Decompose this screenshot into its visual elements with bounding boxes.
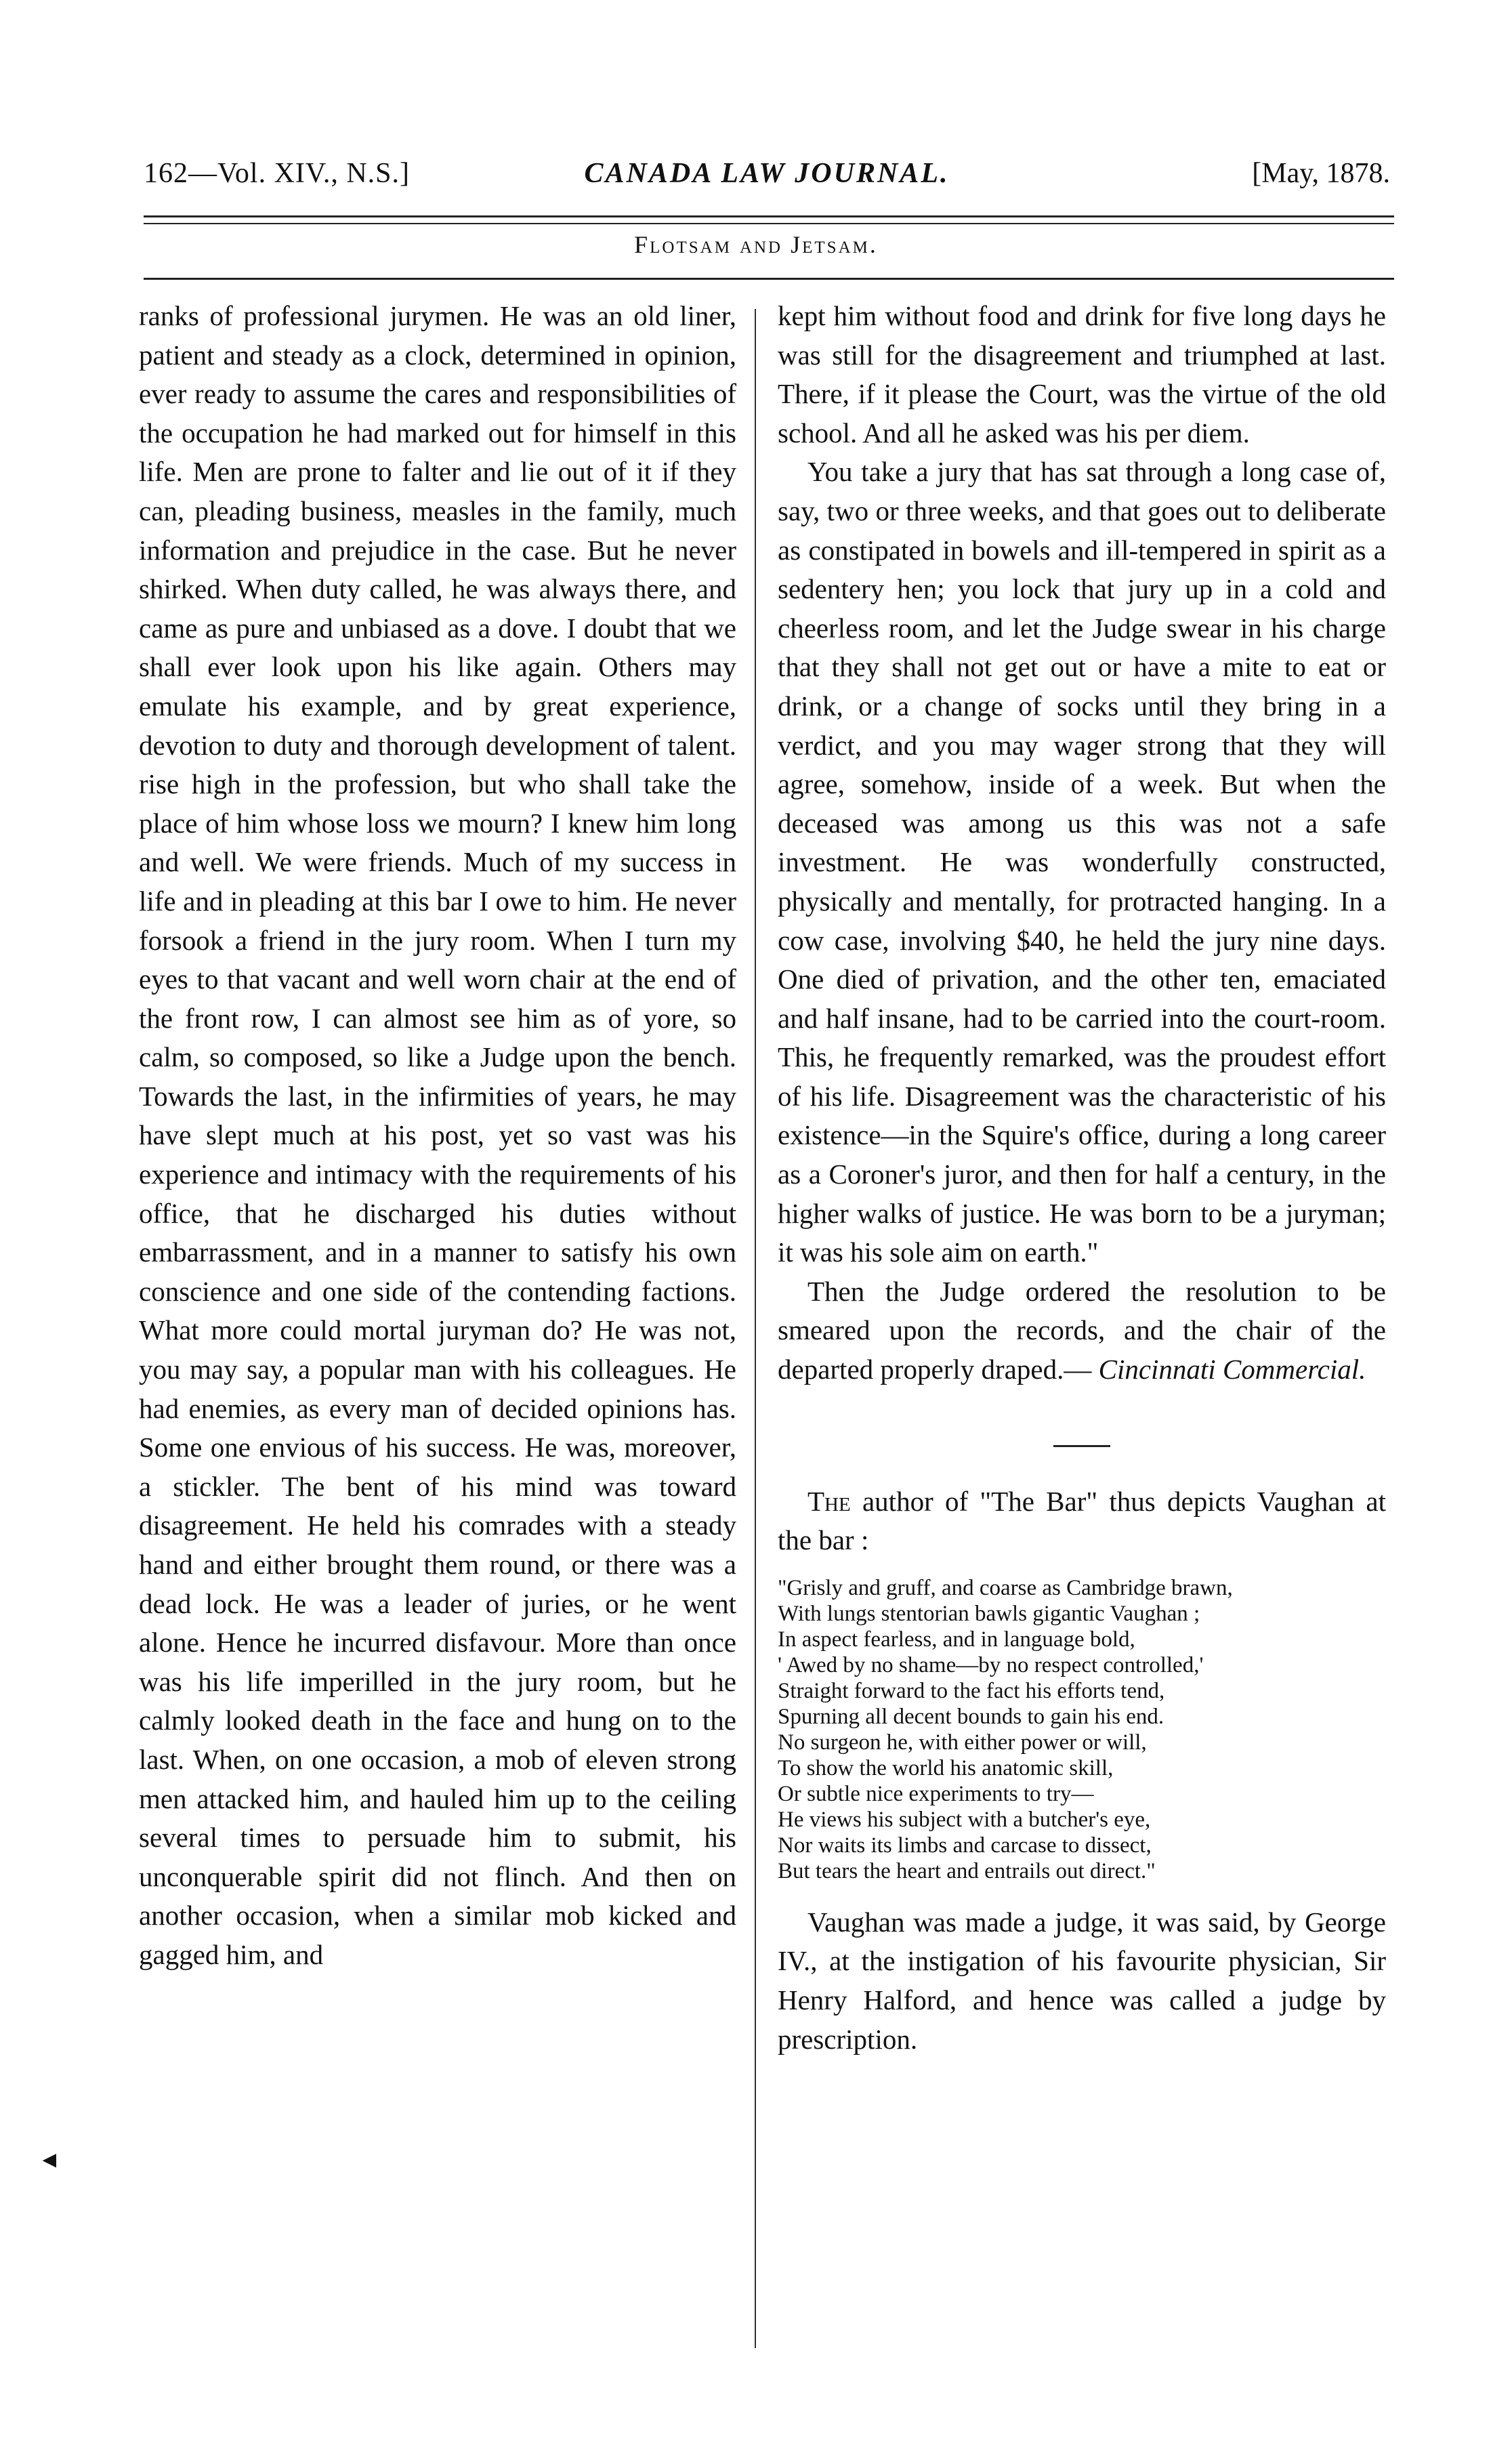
poem-line: To show the world his anatomic skill, xyxy=(778,1755,1114,1780)
intro-text: author of "The Bar" thus depicts Vaughan at the bar : xyxy=(778,1485,1386,1556)
poem-line: Nor waits its limbs and carcase to dissect, xyxy=(778,1833,1152,1858)
closing-paragraph: Vaughan was made a judge, it was said, by George IV., at the instigation of his favourite physician, Sir Henry Halford, and hence was called a judge by prescription. xyxy=(778,1906,1386,2055)
poem-line: Or subtle nice experiments to try— xyxy=(778,1781,1094,1806)
resolution-text: Then the Judge ordered the resolution to be smeared upon the records, and the chair of the departed properly draped.— xyxy=(778,1275,1386,1385)
running-header xyxy=(144,157,1390,205)
poem-line: In aspect fearless, and in language bold, xyxy=(778,1627,1135,1652)
left-column-text: ranks of professional jurymen. He was an old liner, patient and steady as a clock, determined in opinion, ever ready to assume the cares and responsibilities of the occupation he had marked out for himself in this life. Men are prone to falter and lie out of it if they can, pleading business, measles in the family, much information and prejudice in the case. But he never shirked. When duty called, he was always there, and came as pure and unbiased as a dove. I doubt that we shall ever look upon his like again. Others may emulate his example, and by great experience, devotion to duty and thorough development of talent. rise high in the profession, but who shall take the place of him whose loss we mourn? I knew him long and well. We were friends. Much of my success in life and in pleading at this bar I owe to him. He never forsook a friend in the jury room. When I turn my eyes to that vacant and well worn chair at the end of the front row, I can almost see him as of yore, so calm, so composed, so like a Judge upon the bench. Towards the last, in the infirmities of years, he may have slept much at his post, yet so vast was his experience and intimacy with the requirements of his office, that he discharged his duties without embarrassment, and in a manner to satisfy his own conscience and one side of the contending factions. What more could mortal juryman do? He was not, you may say, a popular man with his colleagues. He had enemies, as every man of decided opinions has. Some one envious of his success. He was, moreover, a stickler. The bent of his mind was toward disagreement. He held his comrades with a steady hand and either brought them round, or there was a dead lock. He was a leader of juries, or he went alone. Hence he incurred disfavour. More than once was his life imperilled in the jury room, but he calmly looked death in the face and hung on to the last. When, on one occasion, a mob of eleven strong men attacked him, and hauled him up to the ceiling several times to persuade him to submit, his unconquerable spirit did not flinch. And then on another occasion, when a similar mob kicked and gagged him, and xyxy=(139,300,736,1970)
right-paragraph-2: You take a jury that has sat through a long case of, say, two or three weeks, and that goes out to deliberate as constipated in bowels and ill-tempered in spirit as a sedentery hen; you lock that jury up in a cold and cheerless room, and let the Judge swear in his charge that they shall not get out or have a mite to eat or drink, or a change of socks until they bring in a verdict, and you may wager strong that they will agree, somehow, inside of a week. But when the deceased was among us this was not a safe investment. He was wonderfully constructed, physically and mentally, for protracted hanging. In a cow case, involving $40, he held the jury nine days. One died of privation, and the other ten, emaciated and half insane, had to be carried into the court-room. This, he frequently remarked, was the proudest effort of his life. Disagreement was the characteristic of his existence—in the Squire's office, during a long career as a Coroner's juror, and then for half a century, in the higher walks of justice. He was born to be a juryman; it was his sole aim on earth." xyxy=(778,456,1386,1268)
right-column xyxy=(778,297,1386,2059)
journal-title: CANADA LAW JOURNAL. xyxy=(584,158,950,189)
article-separator xyxy=(1053,1445,1110,1447)
poem-line: But tears the heart and entrails out direct." xyxy=(778,1858,1156,1883)
column-divider xyxy=(755,309,756,2348)
poem-line: With lungs stentorian bawls gigantic Vaughan ; xyxy=(778,1601,1200,1626)
left-column xyxy=(139,297,736,1975)
poem-line: No surgeon he, with either power or will, xyxy=(778,1730,1147,1755)
right-paragraph-3 xyxy=(778,1272,1386,1390)
intro-paragraph xyxy=(778,1482,1386,1560)
poem-line: Spurning all decent bounds to gain his end. xyxy=(778,1704,1164,1729)
source-citation: Cincinnati Commercial. xyxy=(1098,1354,1366,1385)
poem-line: Straight forward to the fact his efforts tend, xyxy=(778,1678,1165,1703)
issue-date: [May, 1878. xyxy=(1252,158,1390,189)
poem-line: He views his subject with a butcher's eye, xyxy=(778,1807,1151,1832)
margin-ink-mark: ◄ xyxy=(38,2148,61,2173)
page-volume-label: 162—Vol. XIV., N.S.] xyxy=(144,158,410,189)
poem-line: "Grisly and gruff, and coarse as Cambridge brawn, xyxy=(778,1575,1233,1600)
header-double-rule xyxy=(144,215,1394,224)
right-paragraph-1: kept him without food and drink for five long days he was still for the disagreement and triumphed at last. There, if it please the Court, was the virtue of the old school. And all he asked was his per diem. xyxy=(778,300,1386,448)
poem-line: ' Awed by no shame—by no respect controlled,' xyxy=(778,1652,1204,1677)
poem-quotation xyxy=(778,1575,1386,1884)
section-rule xyxy=(144,278,1394,280)
section-title: Flotsam and Jetsam. xyxy=(634,231,878,258)
intro-lead-word: The xyxy=(807,1485,851,1517)
